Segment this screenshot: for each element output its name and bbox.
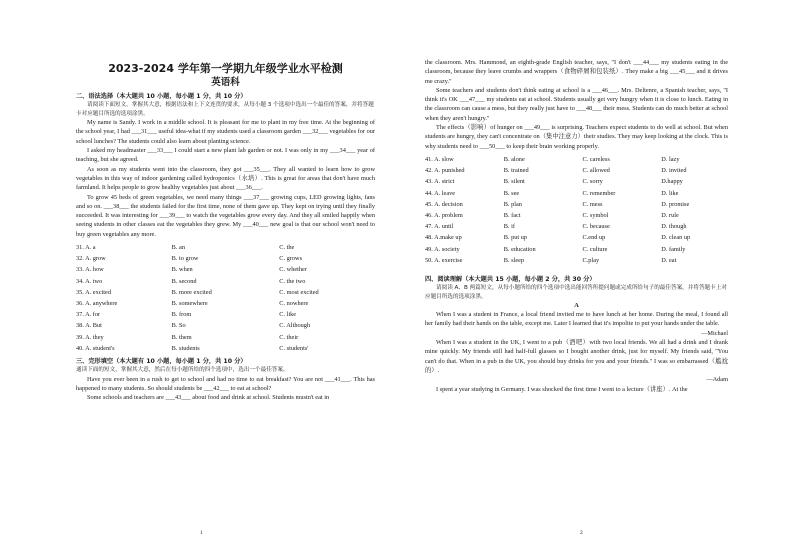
option-cell: D. family [661,245,686,253]
page-number-left: 1 [200,530,203,536]
option-cell: D. promise [661,200,690,208]
option-cell: D.happy [661,178,683,186]
option-cell: D. invited [661,167,687,175]
option-cell: 32. A. grow [76,255,106,263]
option-cell: B. education [503,245,536,253]
option-cell: D. like [661,189,679,197]
option-cell: C. their [279,333,299,341]
option-cell: B. sleep [503,256,525,264]
option-cell: B. them [171,333,192,341]
option-cell: 41. A. slow [425,155,454,163]
option-cell: 31. A. a [76,244,96,252]
option-cell: C. symbol [582,211,609,219]
section4-heading: 四、阅读理解（本大题共 15 小题，每小题 2 分，共 30 分） [425,276,596,283]
reading-author: —Michael [701,329,728,337]
option-cell: C. careless [582,155,610,163]
option-cell: C. remember [582,189,616,197]
option-cell: C. the [279,244,295,252]
option-cell: 38. A. But [76,322,102,330]
option-cell: 47. A. until [425,223,454,231]
exam-subtitle: 英语科 [211,77,240,88]
passage-paragraph: To grow 45 beds of green vegetables, we need many things ___37___ growing cups, LED growing lights, fans and so on. ___38___ the students failed for the first time, none of them gave up. They kept on trying until they finally succeeded. It was interesting for ___39___ to watch the vegetables grow every day. And they all smiled happily when seeing students in other classes eat the vegetables they grew. My ___40___ new goal is that our school won't need to buy green vegetables any more. [76,193,375,238]
option-cell: C. the two [279,277,306,285]
option-cell: 48. A.make up [425,234,462,242]
option-cell: D. rule [661,211,679,219]
option-cell: D. though [661,223,687,231]
option-cell: B. see [503,189,520,197]
cloze-paragraph: the classroom. Mrs. Hammond, an eighth-grade English teacher, says, "I don't ___44___ my students eating in the classroom, because they leave crumbs and wrappers（食物碎屑和包装纸）. They make a big ___45___ and it drives me crazy." [425,59,728,85]
section3-heading: 三、完形填空（本大题有 10 小题，每小题 1 分，共 10 分） [76,358,247,366]
option-cell: B. put up [503,234,528,242]
section2-instructions: 请阅读下面短文，掌握其大意，根据语法和上下文连贯的要求，从每小题 3 个选项中选出一个最佳的答案，并将答题卡对应题目所选的选项涂黑。 [76,102,374,117]
cloze-paragraph: The effects（影响）of hunger on ___49___ is surprising. Teachers expect students to do well at school. But when students are hungry, they can't concentrate on（集中注意力）their studies. They may keep looking at the clock. This is why students need to ___50___ to keep their brain working properly. [425,124,728,150]
option-cell: C. grows [279,255,303,263]
option-cell: B. if [503,223,515,231]
cloze-options [425,154,728,266]
option-cell: 49. A. society [425,245,460,253]
option-cell: C. because [582,223,610,231]
page-number-right: 2 [580,530,583,536]
option-cell: B. an [171,244,185,252]
option-cell: C. whether [279,266,307,274]
option-cell: B. from [171,311,192,319]
option-cell: C. like [279,311,297,319]
section3-instructions: 通读下面的短文，掌握其大意，然后在每小题所给的四个选项中，选出一个最佳答案。 [76,367,289,374]
option-cell: C. nowhere [279,300,309,308]
option-cell: C. culture [582,245,608,253]
exam-title: 2023-2024 学年第一学期九年级学业水平检测 [108,62,343,75]
option-cell: 39. A. they [76,333,104,341]
option-cell: D. lazy [661,155,680,163]
option-cell: D. eat [661,256,677,264]
cloze-paragraph: Some teachers and students don't think eating at school is a ___46___. Mrs. Deltenre, a Spanish teacher, says, "I think it's OK ___47___ my students eat at school. Students usually get very hungry when it is close to lunch. Eating in the classroom can cause a mess, but they really just have to ___48___ their mess. Students can do much better at school when they aren't hungry." [425,86,728,122]
option-cell: C. most excited [279,288,319,296]
option-cell: C.end up [582,234,606,242]
option-cell: B. alone [503,155,525,163]
option-cell: 43. A. strict [425,178,455,186]
option-cell: C. Although [279,322,311,330]
option-cell: C. students' [279,344,309,352]
option-cell: B. trained [503,167,529,175]
option-cell: D. clean up [661,234,691,242]
option-cell: B. more excited [171,288,212,296]
grammar-passage [76,118,375,239]
option-cell: B. plan [503,200,522,208]
passage-paragraph: My name is Sandy. I work in a middle school. It is pleasant for me to plant in my free time. At the beginning of the school year, I had ___31___ useful idea-what if my students used a classroom garden ___32___ vegetables for our school lunches? The students could also learn about planting science. [76,119,375,145]
option-cell: C.play [582,256,600,264]
grammar-options [76,242,375,354]
reading-paragraph: I spent a year studying in Germany. I was shocked the first time I went to a lecture（讲座）. At the [436,385,688,393]
option-cell: C. mess [582,200,603,208]
passage-paragraph: As soon as my students went into the classroom, they got ___35___. They all wanted to learn how to grow vegetables in this way of indoor gardening called hydroponics（水培）. This is great for areas that don't have much farmland. It helps people to grow healthy vegetables just about ___36___. [76,165,375,192]
option-cell: 42. A. punished [425,167,465,175]
option-cell: 34. A. two [76,277,103,285]
reading-paragraph: When I was a student in France, a local friend invited me to have lunch at her home. During the meal, I found all her family had their hands on the table, except me. Later I learned that it's impolite to put your hands under the table. [425,311,728,328]
option-cell: B. to grow [171,255,199,263]
option-cell: 36. A. anywhere [76,300,118,308]
option-cell: B. fact [503,211,521,219]
option-cell: 45. A. decision [425,200,463,208]
option-cell: 40. A. student's [76,344,115,352]
section2-heading: 二、语法选择（本大题共 10 小题，每小题 1 分，共 10 分） [76,93,247,100]
reading-paragraph: When I was a student in the UK, I went to a pub（酒吧）with two local friends. We all had a drink and I drank mine quickly. My friends still had half-full glasses so I bought another drink, just for myself. My friends said, "You can't do that. When in a pub in the UK, you should buy drinks for you and your friends." I was so embarrassed（尴尬的）. [425,339,728,374]
reading-author: —Adam [706,376,728,384]
exam-page-right [397,0,794,560]
option-cell: B. second [171,277,197,285]
option-cell: 37. A. for [76,311,101,319]
option-cell: 44. A. leave [425,189,456,197]
option-cell: C. sorry [582,178,603,186]
section4-instructions: 请阅读 A、B 两篇短文，从每小题所给的四个选项中选出能回答所提问题或完成所给句子的最佳答案，并将答题卡上对应题目所选的选项涂黑。 [425,285,727,300]
option-cell: B. somewhere [171,300,208,308]
option-cell: 35. A. excited [76,288,111,296]
passage-paragraph: I asked my headmaster ___33___ I could start a new plant lab garden or not. I was only in my ___34___ year of teaching, but she agreed. [76,147,375,164]
option-cell: B. when [171,266,193,274]
cloze-paragraph: Have you ever been in a rush to get to school and had no time to eat breakfast? You are not ___41___. This has happened to many students. So should students be ___42___ to eat at school? [76,375,375,392]
passage-label: A [574,302,579,310]
option-cell: B. students [171,344,200,352]
option-cell: C. allowed [582,167,610,175]
reading-passage [425,310,728,394]
option-cell: B. silent [503,178,525,186]
option-cell: 46. A. problem [425,211,463,219]
cloze-paragraph: Some schools and teachers are ___43___ about food and drink at school. Students mustn't eat in [87,394,330,402]
option-cell: 50. A. exercise [425,256,463,264]
option-cell: 33. A. how [76,266,104,274]
option-cell: B. So [171,322,186,330]
